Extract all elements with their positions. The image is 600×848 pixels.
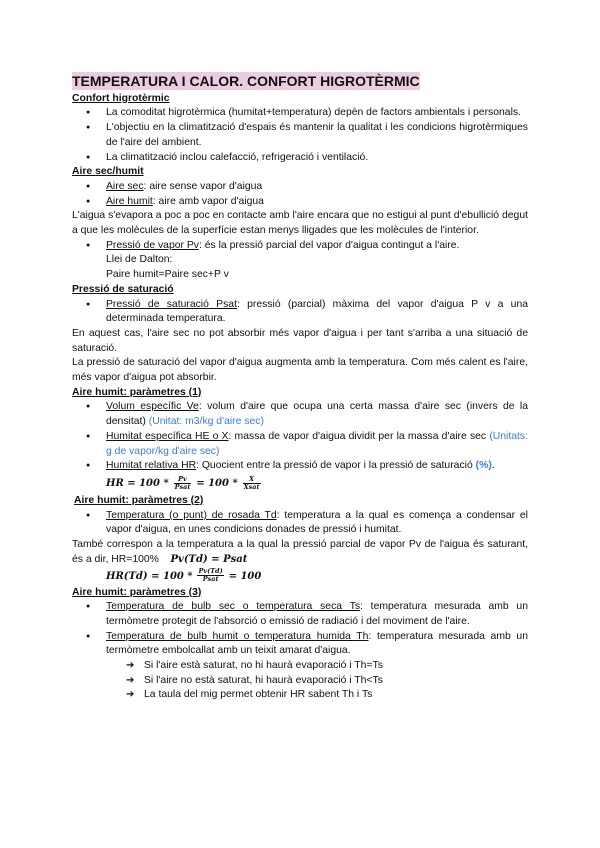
list-item	[72, 400, 528, 429]
term: Aire sec	[106, 180, 144, 192]
heading-confort: Confort higrotèrmic	[72, 92, 170, 104]
formula-part: HR(Td) = 100 *	[106, 570, 193, 582]
paragraph-saturacio-2: La pressió de saturació del vapor d'aigua augmenta amb la temperatura. Com més calent es l'aire, més vapor d'aigua pot absorbir.	[72, 357, 528, 384]
dalton-equation: Paire humit=Paire sec+P v	[106, 269, 229, 281]
term: Temperatura de bulb humit o temperatura humida Th	[106, 630, 369, 642]
paragraph-rosada	[72, 538, 528, 567]
list-aire	[72, 180, 528, 209]
list-item	[72, 509, 528, 538]
definition: : pressió (parcial) màxima del vapor d'aigua P v a una determinada temperatura.	[106, 298, 529, 325]
list-item: ● L'objectiu en la climatització d'espais és mantenir la qualitat i les condicions higrotèrmiques de l'aire del ambient.	[72, 121, 528, 150]
formula-hr	[72, 474, 528, 494]
term: Temperatura (o punt) de rosada Td	[106, 509, 277, 521]
list-saturacio	[72, 298, 528, 327]
heading-parametres-3: Aire humit: paràmetres (3)	[72, 586, 202, 598]
term: Temperatura de bulb sec o temperatura seca Ts	[106, 601, 361, 613]
formula-psat: Pv(Td) = Psat	[170, 553, 248, 565]
formula-hr-td	[72, 568, 528, 586]
heading-parametres-2: Aire humit: paràmetres (2)	[74, 494, 204, 506]
arrow-item: ➔ La taula del mig permet obtenir HR sabent Th i Ts	[72, 688, 528, 703]
term: Pressió de vapor Pv	[106, 239, 199, 251]
heading-pressio-saturacio: Pressió de saturació	[72, 283, 174, 295]
list-item	[72, 180, 528, 195]
definition: : és la pressió parcial del vapor d'aigua contingut a l'aire.	[198, 239, 460, 251]
term: Humitat relativa HR	[106, 460, 197, 472]
fraction	[243, 476, 261, 491]
list-confort	[72, 106, 528, 165]
formula-part: = 100 *	[196, 477, 238, 489]
units: (%)	[475, 460, 492, 472]
definition: : massa de vapor d'aigua dividit per la massa d'aire sec	[228, 430, 490, 442]
list-item	[72, 430, 528, 459]
heading-aire-sec-humit: Aire sec/humit	[72, 166, 144, 178]
list-item	[72, 459, 528, 474]
term: Humitat específica HE o X	[106, 430, 229, 442]
list-item: ● La climatització inclou calefacció, refrigeració i ventilació.	[72, 151, 528, 166]
list-item	[72, 298, 528, 327]
list-item	[72, 600, 528, 629]
list-parametres-2	[72, 509, 528, 538]
paragraph-saturacio-1: En aquest cas, l'aire sec no pot absorbir més vapor d'aigua i per tant s'arriba a una situació de saturació.	[72, 327, 528, 354]
document-page	[72, 72, 528, 703]
numerator: Pv(Td)	[198, 567, 223, 576]
denominator: Psat	[202, 575, 219, 584]
arrow-item: ➔ Si l'aire està saturat, no hi haurà evaporació i Th=Ts	[72, 659, 528, 674]
list-item	[72, 630, 528, 659]
list-pressio-vapor	[72, 239, 528, 283]
units: (Unitats: g de vapor/kg d'aire sec)	[106, 430, 528, 457]
definition: : aire sense vapor d'aigua	[143, 180, 263, 192]
formula-part: HR = 100 *	[106, 477, 169, 489]
document-title: TEMPERATURA I CALOR. CONFORT HIGROTÈRMIC	[72, 73, 420, 89]
paragraph-text: També correspon a la temperatura a la qual la pressió parcial de vapor Pv de l'aigua és saturant, és a dir, HR=100%	[72, 539, 528, 565]
term: Aire humit	[106, 195, 153, 207]
denominator: Xsat	[243, 482, 260, 491]
punctuation: .	[491, 460, 495, 472]
paragraph-evaporacio: L'aigua s'evapora a poc a poc en contacte amb l'aire encara que no estigui al punt d'ebullició degut a que les molècules de la superfície estan menys lligades que les molècules de l'interior.	[72, 210, 528, 237]
term: Pressió de saturació Psat	[106, 298, 237, 310]
numerator: X	[243, 476, 261, 484]
fraction	[197, 568, 223, 583]
term: Volum específic Ve	[106, 401, 199, 413]
arrow-item: ➔ Si l'aire no està saturat, hi haurà evaporació i Th<Ts	[72, 674, 528, 689]
denominator: Psat	[174, 482, 191, 491]
definition: : volum d'aire que ocupa una certa massa d'aire sec (invers de la densitat)	[106, 401, 528, 428]
fraction	[174, 476, 192, 491]
definition: : temperatura mesurada amb un termòmetre protegit de l'absorció o emissió de radiació i del moviment de l'aire.	[106, 601, 528, 627]
list-item: ● La comoditat higrotèrmica (humitat+temperatura) depèn de factors ambientals i personals.	[72, 106, 528, 121]
definition: : temperatura a la qual es comença a condensar el vapor d'aigua, en unes condicions donades de pressió i humitat.	[106, 509, 528, 536]
numerator: Pv	[174, 476, 192, 484]
definition: : Quocient entre la pressió de vapor i la pressió de saturació	[196, 460, 476, 472]
units: (Unitat: m3/kg d'aire sec)	[148, 416, 264, 428]
heading-parametres-1: Aire humit: paràmetres (1)	[72, 386, 202, 398]
dalton-law: Llei de Dalton:	[106, 254, 173, 266]
list-parametres-3	[72, 600, 528, 703]
list-parametres-1	[72, 400, 528, 474]
list-item	[72, 239, 528, 283]
definition: : temperatura mesurada amb un termòmetre embolcallat amb un teixit amarat d'aigua.	[106, 630, 528, 657]
definition: : aire amb vapor d'aigua	[152, 195, 264, 207]
formula-part: = 100	[228, 570, 262, 582]
list-item	[72, 195, 528, 210]
